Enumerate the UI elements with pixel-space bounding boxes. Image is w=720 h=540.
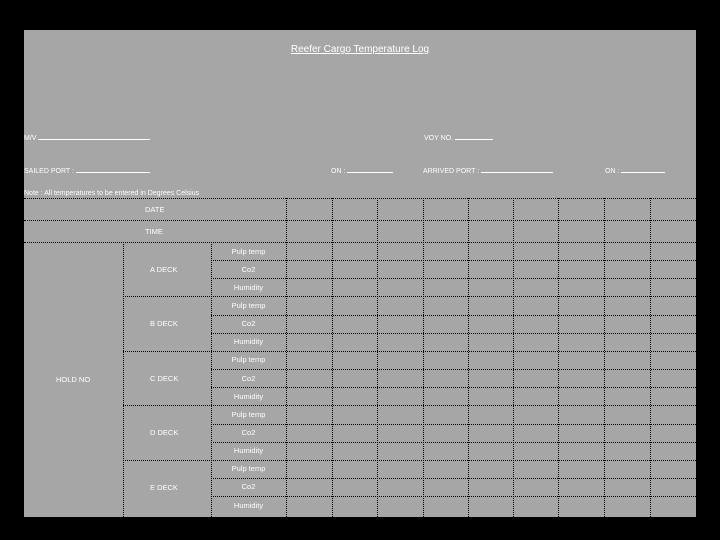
deck-label: C DECK [150,373,179,383]
deck-label: B DECK [150,319,178,329]
grid-top-line [24,198,696,199]
arrived-on-blank[interactable] [621,165,665,173]
measure-label: Humidity [233,500,264,510]
data-column-line-3 [377,198,378,517]
sailed-on-label: ON : [331,168,346,175]
voy-field [424,132,493,143]
measure-row-line [211,387,696,388]
sailed-on-field [331,165,393,176]
arrived-port-field [423,165,553,176]
deck-row-line [123,405,696,406]
mv-field [24,132,150,143]
measure-label: Co2 [241,428,256,437]
measure-label: Humidity [233,446,264,456]
measure-row-line [211,369,696,370]
data-column-line-8 [604,198,605,517]
measure-row-line [211,478,696,479]
page-title: Reefer Cargo Temperature Log [290,44,430,55]
log-sheet [24,30,696,517]
arrived-on-label: ON : [605,168,620,175]
time-row-line [24,242,696,243]
data-column-line-5 [468,198,469,517]
measure-label: Pulp temp [231,409,266,419]
measure-label: Co2 [241,319,256,329]
measure-label: Co2 [241,482,256,492]
deck-row-line [123,351,696,352]
temperature-note: Note : All temperatures to be entered in Degrees Celsius [24,190,200,197]
measure-label: Humidity [233,282,264,292]
measure-row-line [211,496,696,497]
measure-label: Pulp temp [231,300,266,310]
measure-row-line [211,315,696,316]
measure-label: Co2 [241,373,256,383]
measure-label: Pulp temp [231,355,266,365]
measure-row-line [211,333,696,334]
hold-no-label: HOLD NO [56,375,91,384]
data-column-line-4 [423,198,424,517]
deck-column-line [123,242,124,517]
arrived-on-field [605,165,665,176]
mv-blank[interactable] [38,132,150,140]
deck-row-line [123,296,696,297]
voy-label: VOY NO. [424,135,454,142]
deck-label: A DECK [150,264,178,274]
date-row-line [24,220,696,221]
sailed-port-blank[interactable] [76,165,150,173]
sailed-port-field [24,165,150,176]
time-label: TIME [145,227,163,236]
measure-row-line [211,260,696,261]
arrived-port-blank[interactable] [481,165,553,173]
measure-label: Co2 [241,264,256,274]
measure-label: Pulp temp [231,246,266,256]
measure-label: Pulp temp [231,464,266,474]
data-column-line-1 [286,198,287,517]
arrived-port-label: ARRIVED PORT : [423,168,480,175]
voy-blank[interactable] [455,132,493,140]
data-column-line-6 [513,198,514,517]
measure-row-line [211,424,696,425]
measure-row-line [211,278,696,279]
deck-row-line [123,460,696,461]
date-label: DATE [145,205,165,214]
data-column-line-7 [558,198,559,517]
deck-label: E DECK [150,482,178,492]
data-column-line-2 [332,198,333,517]
measure-label: Humidity [233,337,264,347]
measure-label: Humidity [233,391,264,401]
sailed-on-blank[interactable] [347,165,393,173]
measure-row-line [211,442,696,443]
deck-label: D DECK [150,428,179,438]
sailed-port-label: SAILED PORT : [24,168,74,175]
mv-label: M/V [24,135,37,142]
data-column-line-9 [650,198,651,517]
